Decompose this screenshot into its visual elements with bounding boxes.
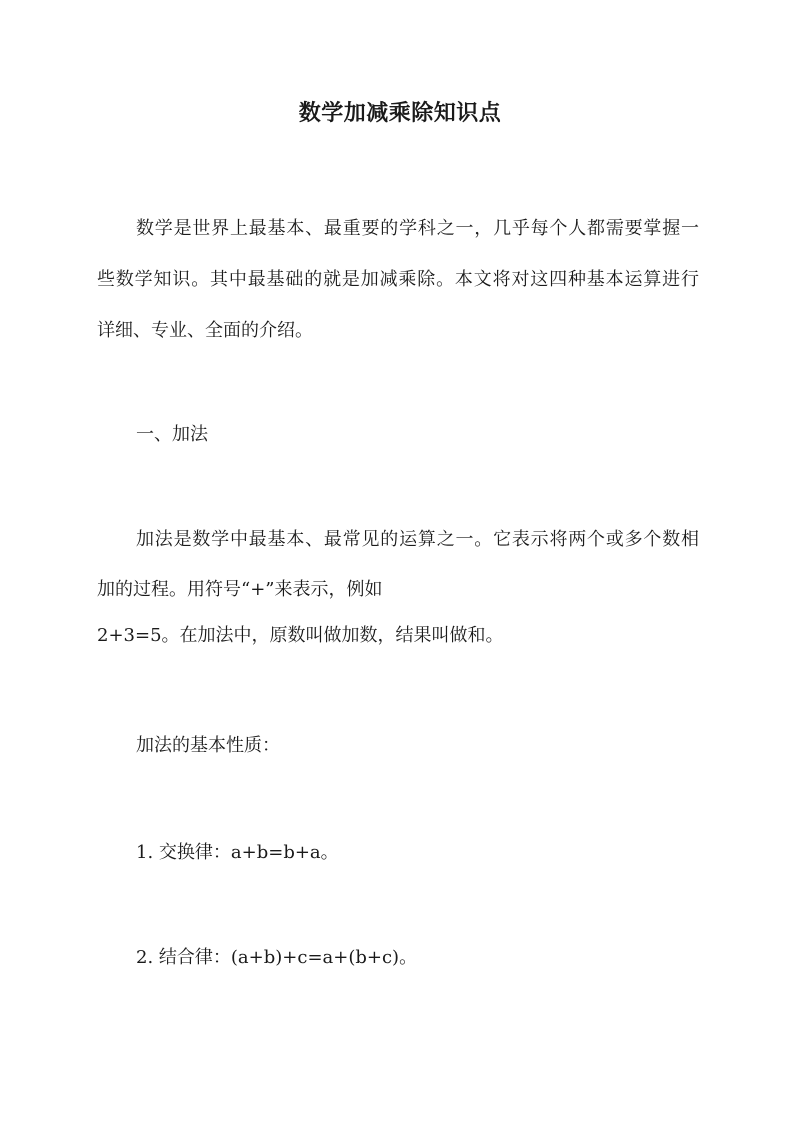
addition-properties-heading: 加法的基本性质： (136, 735, 280, 756)
document-title: 数学加减乘除知识点 (298, 100, 502, 126)
property-commutative: 1. 交换律：a+b=b+a。 (136, 842, 339, 863)
intro-paragraph-line-3: 详细、专业、全面的介绍。 (97, 320, 313, 341)
intro-paragraph-line-1: 数学是世界上最基本、最重要的学科之一，几乎每个人都需要掌握一 (136, 218, 699, 239)
section-heading-addition: 一、加法 (136, 424, 208, 445)
property-associative: 2. 结合律：(a+b)+c=a+(b+c)。 (136, 947, 418, 968)
addition-paragraph-line-2: 加的过程。用符号“+”来表示，例如 (97, 579, 383, 600)
intro-paragraph-line-2: 些数学知识。其中最基础的就是加减乘除。本文将对这四种基本运算进行 (97, 269, 699, 290)
addition-paragraph-line-1: 加法是数学中最基本、最常见的运算之一。它表示将两个或多个数相 (136, 529, 699, 550)
addition-paragraph-line-3: 2+3=5。在加法中，原数叫做加数，结果叫做和。 (97, 625, 504, 646)
